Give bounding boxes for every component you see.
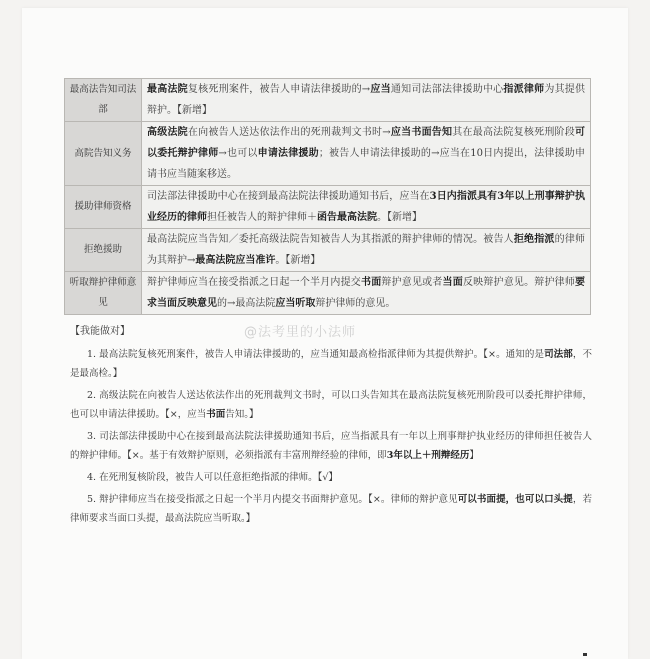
emphasis-text: 司法部 xyxy=(544,349,573,360)
text-segment: 复核死刑案件，被告人申请法律援助的→ xyxy=(187,84,371,95)
emphasis-text: 书面 xyxy=(206,409,226,420)
row-content xyxy=(142,79,591,122)
text-segment: 最高法院应当告知／委托高级法院告知被告人为其指派的辩护律师的情况。被告人 xyxy=(147,234,514,245)
text-segment: 告知。】 xyxy=(225,409,259,420)
row-label: 听取辩护律师意见 xyxy=(65,272,142,315)
table-row xyxy=(65,186,591,229)
text-segment: 2. 高级法院在向被告人送达依法作出的死刑裁判文书时，可以口头告知其在最高法院复核死刑阶段可以委托辩护律师，也可以申请法律援助。【×，应当 xyxy=(70,390,592,420)
emphasis-text: 应当听取 xyxy=(275,298,316,309)
row-label: 最高法告知司法部 xyxy=(65,79,142,122)
text-segment: 。【新增】 xyxy=(377,212,422,223)
emphasis-text: 最高法院应当准许 xyxy=(195,255,276,266)
quiz-item xyxy=(70,345,592,383)
table-row xyxy=(65,272,591,315)
quiz-item xyxy=(70,490,592,528)
text-segment: 其在最高法院复核死刑阶段 xyxy=(452,127,576,138)
watermark-text: @法考里的小法师 xyxy=(244,325,357,340)
text-segment: 的→最高法院 xyxy=(217,298,276,309)
emphasis-text: 高级法院 xyxy=(147,127,188,138)
emphasis-text: 当面 xyxy=(442,277,463,288)
emphasis-text: 书面 xyxy=(361,277,382,288)
row-label: 高院告知义务 xyxy=(65,122,142,186)
emphasis-text: 最高法院 xyxy=(147,84,188,95)
quiz-item xyxy=(70,386,592,424)
emphasis-text: 可以书面提，也可以口头提 xyxy=(457,494,573,505)
text-segment: 通知司法部法律援助中心 xyxy=(390,84,504,95)
row-content xyxy=(142,122,591,186)
text-segment: →也可以 xyxy=(218,148,258,159)
text-segment: ，不是最高检。】 xyxy=(70,349,592,379)
text-segment: 辩护意见或者 xyxy=(381,277,443,288)
text-segment: 。【新增】 xyxy=(275,255,321,266)
text-segment: 4. 在死刑复核阶段，被告人可以任意拒绝指派的律师。【√】 xyxy=(87,472,338,483)
row-label: 拒绝援助 xyxy=(65,229,142,272)
text-segment: ；被告人申请法律援助的→应当在10日内提出，法律援助申请书应当随案移送。 xyxy=(147,148,586,180)
text-segment: 1. 最高法院复核死刑案件，被告人申请法律援助的，应当通知最高检指派律师为其提供辩护。【×。通知的是 xyxy=(87,349,545,360)
emphasis-text: 要求当面反映意见 xyxy=(147,277,586,309)
row-label: 援助律师资格 xyxy=(65,186,142,229)
row-content xyxy=(142,229,591,272)
emphasis-text: 3年以上＋刑辩经历 xyxy=(386,450,470,461)
emphasis-text: 拒绝指派 xyxy=(513,234,555,245)
quiz-title: 【我能做对】 xyxy=(70,326,130,337)
emphasis-text: 指派律师 xyxy=(503,84,545,95)
text-segment: 司法部法律援助中心在接到最高法院法律援助通知书后，应当在 xyxy=(147,191,430,202)
table-row xyxy=(65,79,591,122)
row-content xyxy=(142,186,591,229)
emphasis-text: 申请法律援助 xyxy=(257,148,319,159)
text-segment: 3. 司法部法律援助中心在接到最高法院法律援助通知书后，应当指派具有一年以上刑事辩护执业经历的律师担任被告人的辩护律师。【×。基于有效辩护原则，必须指派有丰富刑辩经验的律师，即 xyxy=(70,431,592,461)
procedure-table xyxy=(64,78,591,315)
page-corner-mark xyxy=(583,653,587,656)
text-segment: 反映辩护意见。辩护律师 xyxy=(462,277,576,288)
text-segment: ，若律师要求当面口头提，最高法院应当听取。】 xyxy=(70,494,592,524)
emphasis-text: 应当 xyxy=(370,84,391,95)
table-row xyxy=(65,122,591,186)
text-segment: 】 xyxy=(469,450,479,461)
row-content xyxy=(142,272,591,315)
text-segment: 的律师为其辩护→ xyxy=(147,234,586,266)
text-segment: 担任被告人的辩护律师＋ xyxy=(207,212,317,223)
table-row xyxy=(65,229,591,272)
quiz-item xyxy=(70,468,592,487)
emphasis-text: 应当书面告知 xyxy=(390,127,453,138)
quiz-item xyxy=(70,427,592,465)
emphasis-text: 可以委托辩护律师 xyxy=(147,127,586,159)
quiz-section xyxy=(70,324,592,531)
text-segment: 5. 辩护律师应当在接受指派之日起一个半月内提交书面辩护意见。【×。律师的辩护意见 xyxy=(87,494,458,505)
emphasis-text: 3日内指派具有3年以上刑事辩护执业经历的律师 xyxy=(147,191,585,223)
text-segment: 在向被告人送达依法作出的死刑裁判文书时→ xyxy=(187,127,391,138)
text-segment: 为其提供辩护。【新增】 xyxy=(147,84,586,116)
emphasis-text: 函告最高法院 xyxy=(317,212,377,223)
text-segment: 辩护律师的意见。 xyxy=(315,298,396,309)
text-segment: 辩护律师应当在接受指派之日起一个半月内提交 xyxy=(147,277,361,288)
